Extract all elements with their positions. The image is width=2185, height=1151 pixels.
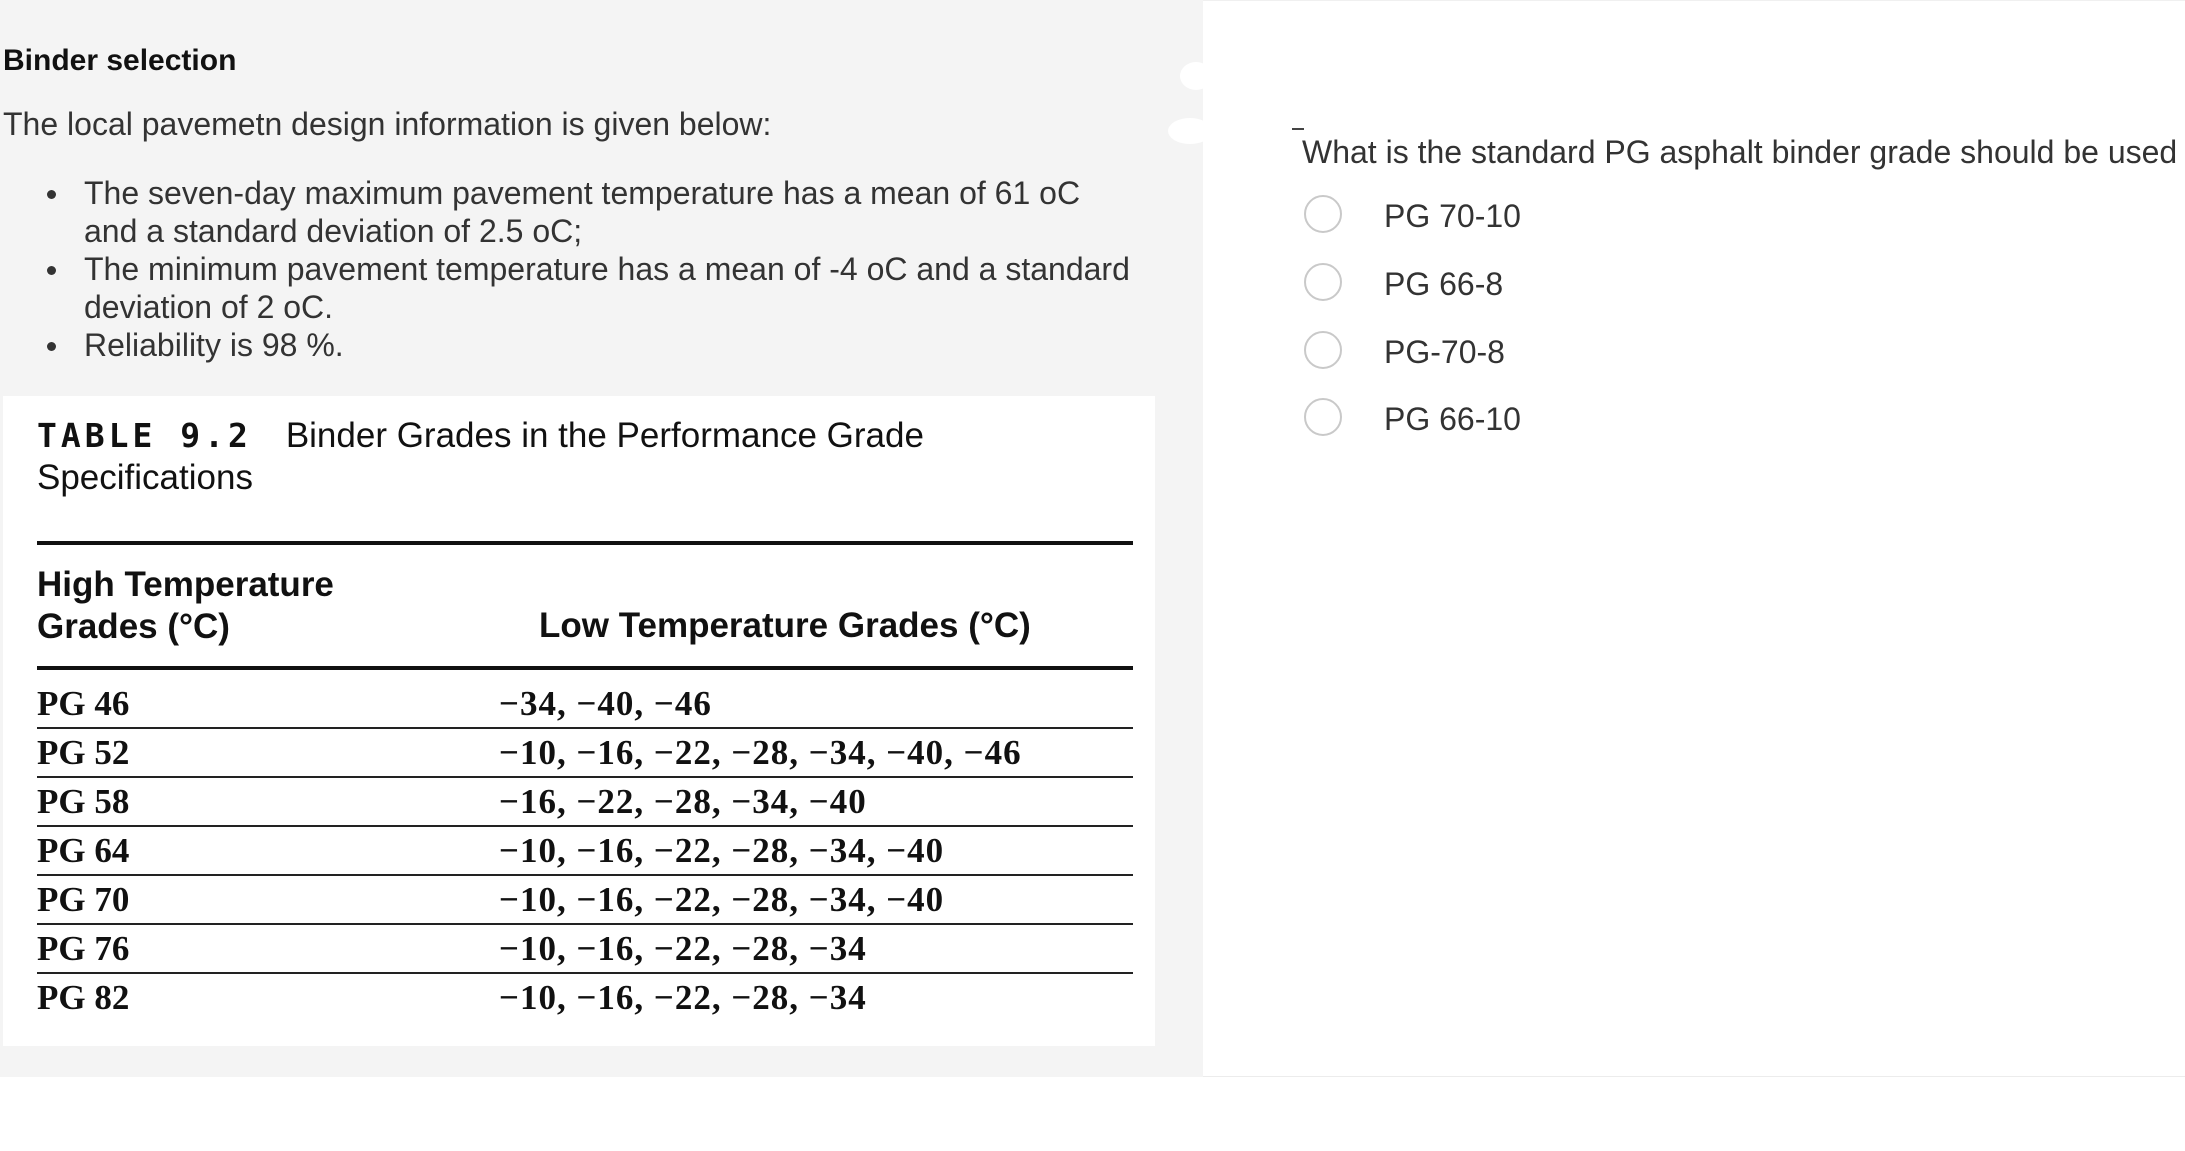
low-temp-grades: −10, −16, −22, −28, −34 [499,978,867,1017]
answer-option-pg-66-10[interactable] [1302,396,1802,440]
table-row [37,727,1133,776]
high-temp-grade: PG 58 [37,782,130,821]
answer-option-pg-70-8[interactable] [1302,329,1802,373]
section-title: Binder selection [3,44,237,77]
option-label: PG 70-10 [1384,198,1521,234]
radio-button[interactable] [1304,195,1342,233]
list-item [40,326,1140,364]
list-item [40,250,1140,326]
option-label: PG 66-10 [1384,401,1521,437]
high-temp-grade: PG 52 [37,733,130,772]
low-temp-grades: −16, −22, −28, −34, −40 [499,782,867,821]
list-item-text: The seven-day maximum pavement temperature has a mean of 61 oC and a standard deviation of 2.5 oC; [84,175,1081,249]
list-item-text: The minimum pavement temperature has a mean of -4 oC and a standard deviation of 2 oC. [84,251,1130,325]
low-temp-grades: −10, −16, −22, −28, −34 [499,929,867,968]
bullet-icon [47,342,56,351]
low-temp-grades: −34, −40, −46 [499,684,712,723]
table-row [37,825,1133,874]
radio-button[interactable] [1304,398,1342,436]
list-item-text: Reliability is 98 %. [84,327,344,363]
high-temp-grade: PG 70 [37,880,130,919]
column-header-low-temp: Low Temperature Grades (°C) [539,606,1031,645]
table-subtitle: Specifications [37,458,253,497]
high-temp-grade: PG 64 [37,831,130,870]
table-title-text: Binder Grades in the Performance Grade [285,416,924,455]
option-label: PG-70-8 [1384,334,1505,370]
table-row [37,874,1133,923]
high-temp-grade: PG 76 [37,929,130,968]
table-row [37,972,1133,1021]
table-row [37,678,1133,727]
low-temp-grades: −10, −16, −22, −28, −34, −40 [499,831,945,870]
design-info-list [40,174,1140,364]
low-temp-grades: −10, −16, −22, −28, −34, −40, −46 [499,733,1022,772]
question-marker [1292,128,1304,130]
radio-button[interactable] [1304,331,1342,369]
intro-text: The local pavemetn design information is given below: [3,106,772,142]
table-title [37,416,924,456]
table-row [37,776,1133,825]
radio-button[interactable] [1304,263,1342,301]
question-text: What is the standard PG asphalt binder grade should be used [1302,134,2178,170]
answer-option-pg-66-8[interactable] [1302,261,1802,305]
high-temp-grade: PG 46 [37,684,130,723]
low-temp-grades: −10, −16, −22, −28, −34, −40 [499,880,945,919]
scan-artifact [1168,118,1212,144]
table-header-rule [37,666,1133,670]
high-temp-grade: PG 82 [37,978,130,1017]
column-header-high-temp [37,564,334,648]
scan-artifact [1180,62,1212,90]
bullet-icon [47,266,56,275]
column-header-line: Grades (°C) [37,607,230,646]
column-header-line: High Temperature [37,565,334,604]
list-item [40,174,1140,250]
table-top-rule [37,541,1133,545]
table-row [37,923,1133,972]
option-label: PG 66-8 [1384,266,1504,302]
answer-option-pg-70-10[interactable] [1302,193,1802,237]
table-tag: TABLE 9.2 [37,416,252,455]
binder-grade-table-image [3,396,1155,1046]
bullet-icon [47,190,56,199]
